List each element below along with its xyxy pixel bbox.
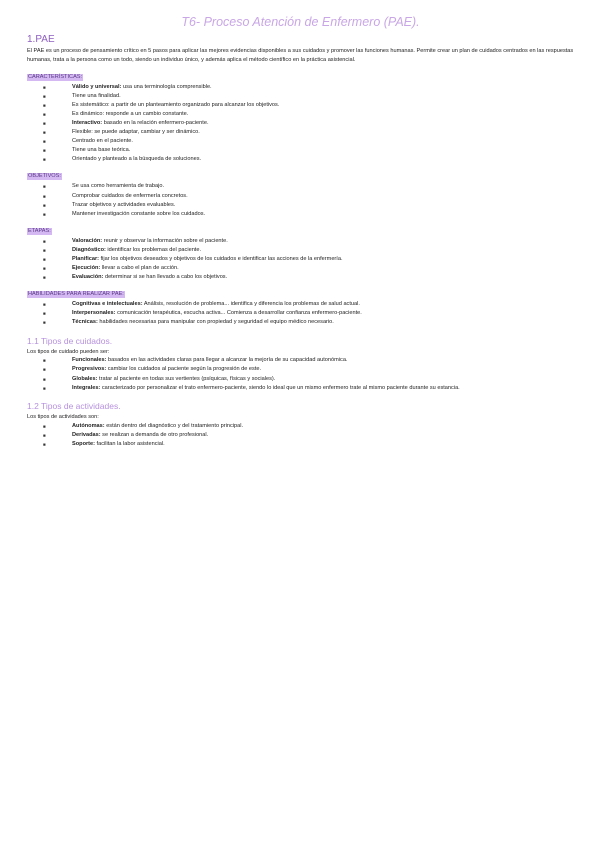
list-item: [72, 92, 574, 101]
list-item: [72, 356, 574, 365]
section-heading-tipos-cuidados: 1.1 Tipos de cuidados.: [27, 335, 113, 346]
list-item-text: determinar si se han llevado a cabo los objetivos.: [103, 274, 228, 281]
list-item-text: Trazar objetivos y actividades evaluables.: [72, 201, 176, 208]
list-tipos-actividades: [27, 422, 574, 449]
list-item: [72, 431, 574, 440]
list-item: [72, 309, 574, 318]
list-item-text: Centrado en el paciente.: [72, 138, 133, 145]
list-item: [72, 300, 574, 309]
list-item-term: Soporte:: [72, 440, 95, 447]
list-item-text: habilidades necesarias para manipular con propiedad y seguridad el equipo médico necesario.: [97, 319, 334, 326]
section-heading-pae: 1.PAE: [27, 34, 55, 45]
list-item-text: Mantener investigación constante sobre los cuidados.: [72, 210, 206, 217]
list-item-text: Comprobar cuidados de enfermería concretos.: [72, 192, 188, 199]
list-item-text: Flexible: se puede adaptar, cambiar y ser dinámico.: [72, 129, 200, 136]
list-item-term: Cognitivas e intelectuales:: [72, 301, 143, 308]
list-item: [72, 155, 574, 164]
list-habilidades: [27, 300, 574, 327]
list-item-text: facilitan la labor asistencial.: [95, 440, 165, 447]
list-item-term: Técnicas:: [72, 319, 98, 326]
label-objetivos: OBJETIVOS:: [28, 173, 61, 180]
list-item-text: Análisis, resolución de problema... identifica y diferencia los problemas de salud actual.: [142, 301, 360, 308]
list-item-text: Orientado y planteado a la búsqueda de soluciones.: [72, 156, 202, 163]
list-item-term: Planificar:: [72, 256, 100, 262]
list-item-term: Valoración:: [72, 237, 103, 244]
list-etapas: [27, 237, 574, 282]
list-item-term: Derivadas:: [72, 431, 101, 438]
list-item: [72, 237, 574, 246]
list-item-text: Es sistemático: a partir de un planteamiento organizado para alcanzar los objetivos.: [72, 101, 280, 108]
list-item: [72, 246, 574, 255]
list-item: [72, 264, 574, 273]
list-item: [72, 318, 574, 327]
label-caracteristicas: CARACTERÍSTICAS:: [28, 73, 83, 80]
list-item-text: se realizan a demanda de otro profesional.: [100, 431, 209, 438]
list-item: [72, 146, 574, 155]
list-item-term: Ejecución:: [72, 265, 101, 272]
list-tipos-cuidados: [27, 356, 574, 392]
list-item: [72, 101, 574, 110]
list-item: [72, 137, 574, 146]
list-item-text: comunicación terapéutica, escucha activa... Comienza a desarrollar confianza enfermero-paciente.: [115, 310, 362, 317]
list-item-term: Integrales:: [72, 384, 101, 391]
list-item-term: Globales:: [72, 375, 98, 382]
pae-intro-paragraph: El PAE es un proceso de pensamiento crítico en 5 pasos para aplicar las mejores evidencias disponibles a sus cuidados y promover las funciones humanas. Permite crear un plan de cuidados centrados en las respuestas humanas, trata a la persona como un todo, siendo un individuo único, y además aplica el método científico en la práctica asistencial.: [27, 48, 574, 63]
list-item: [72, 83, 574, 92]
list-item-text: Tiene una base teórica.: [72, 147, 131, 154]
list-objetivos: [27, 182, 574, 218]
list-item: [72, 255, 574, 264]
list-item: [72, 110, 574, 119]
list-item-term: Evaluación:: [72, 274, 104, 281]
list-item-text: Es dinámico: responde a un cambio constante.: [72, 110, 189, 117]
list-item-text: llevar a cabo el plan de acción.: [100, 265, 179, 272]
list-item-text: cambiar los cuidados al paciente según la progresión de este.: [106, 366, 262, 373]
list-item: [72, 128, 574, 137]
list-item-term: Funcionales:: [72, 357, 107, 364]
list-item-term: Progresivos:: [72, 366, 107, 373]
list-item-text: identificar los problemas del paciente.: [105, 246, 202, 253]
list-item: [72, 119, 574, 128]
list-item-term: Interpersonales:: [72, 310, 116, 317]
list-item: [72, 192, 574, 201]
list-item: [72, 440, 574, 449]
section-heading-tipos-actividades: 1.2 Tipos de actividades.: [27, 400, 121, 411]
list-item: [72, 273, 574, 282]
list-item-text: caracterizado por personalizar el trato enfermero-paciente, siendo lo ideal que un mismo enfermero trate al mismo paciente durante su estancia.: [100, 384, 460, 391]
document-title: T6- Proceso Atención de Enfermero (PAE).: [181, 15, 420, 29]
list-item: [72, 365, 574, 374]
list-item-text: basado en la relación enfermero-paciente.: [102, 119, 209, 126]
list-item: [72, 182, 574, 191]
list-item-text: reunir y observar la información sobre el paciente.: [102, 237, 228, 244]
list-item-term: Válido y universal:: [72, 83, 122, 90]
list-item-term: Diagnóstico:: [72, 246, 106, 253]
list-item-text: usa una terminología comprensible.: [121, 83, 212, 90]
list-item-text: fijar los objetivos deseados y objetivos de los cuidados e identificar las acciones de la enfermería.: [99, 256, 343, 262]
list-item-text: Se usa como herramienta de trabajo.: [72, 183, 165, 190]
list-item-text: basados en las actividades claras para llegar a alcanzar la mejoría de su capacidad autonómica.: [106, 357, 348, 364]
list-item-term: Interactivo:: [72, 119, 103, 126]
label-habilidades: HABILIDADES PARA REALIZAR PAE:: [28, 291, 124, 298]
list-item-text: tratar al paciente en todas sus vertientes (psíquicas, físicas y sociales).: [97, 375, 276, 382]
list-item: [72, 201, 574, 210]
list-item: [72, 384, 574, 393]
list-item: [72, 375, 574, 384]
list-caracteristicas: [27, 83, 574, 165]
list-item-text: Tiene una finalidad.: [72, 92, 121, 99]
tipos-cuidados-intro: Los tipos de cuidado pueden ser:: [27, 348, 110, 355]
list-item: [72, 210, 574, 219]
list-item-text: están dentro del diagnóstico y del tratamiento principal.: [104, 422, 244, 429]
label-etapas: ETAPAS:: [28, 227, 51, 234]
list-item: [72, 422, 574, 431]
list-item-term: Autónomas:: [72, 422, 105, 429]
tipos-actividades-intro: Los tipos de actividades son:: [27, 413, 99, 420]
